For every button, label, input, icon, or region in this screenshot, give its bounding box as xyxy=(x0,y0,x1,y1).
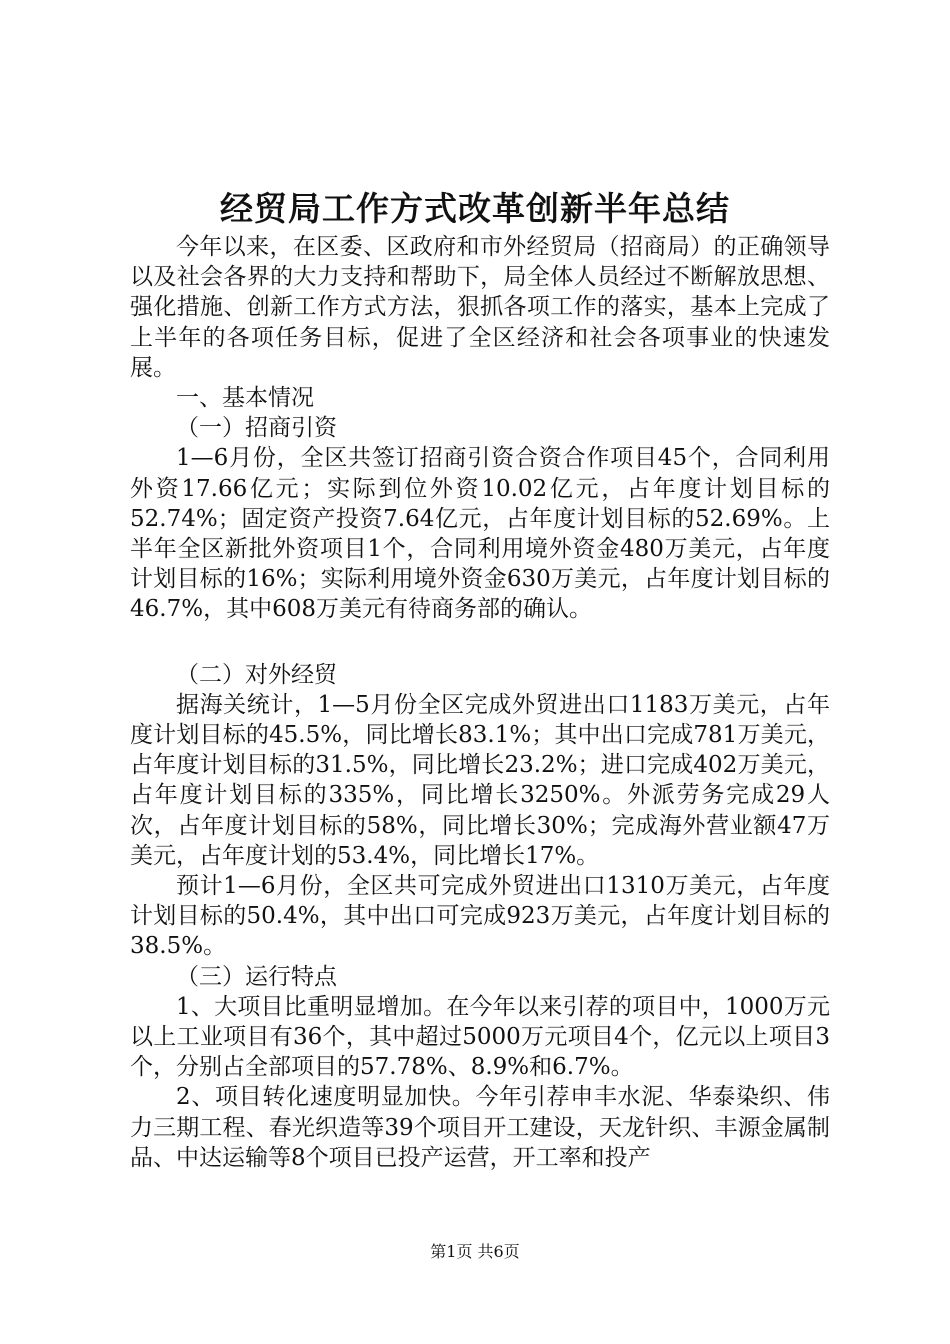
section-heading-basic: 一、基本情况 xyxy=(176,385,314,412)
subheading-investment: （一）招商引资 xyxy=(176,415,337,442)
page-footer: 第1页 共6页 xyxy=(430,1242,520,1261)
feature-paragraph-1: 1、大项目比重明显增加。在今年以来引荐的项目中，1000万元以上工业项目有36个，其中超过5000万元项目4个，亿元以上项目3个，分别占全部项目的57.78%、8.9%和6.7%。 xyxy=(130,993,830,1081)
subheading-features: （三）运行特点 xyxy=(176,963,337,990)
document-body xyxy=(130,232,830,1173)
investment-paragraph: 1—6月份，全区共签订招商引资合资合作项目45个，合同利用外资17.66亿元；实际到位外资10.02亿元，占年度计划目标的52.74%；固定资产投资7.64亿元，占年度计划目标的52.69%。上半年全区新批外资项目1个，合同利用境外资金480万美元，占年度计划目标的16%；实际利用境外资金630万美元，占年度计划目标的46.7%，其中608万美元有待商务部的确认。 xyxy=(130,445,830,623)
paragraph-gap xyxy=(130,625,830,660)
feature-paragraph-2: 2、项目转化速度明显加快。今年引荐申丰水泥、华泰染织、伟力三期工程、春光织造等39个项目开工建设，天龙针织、丰源金属制品、中达运输等8个项目已投产运营，开工率和投产 xyxy=(130,1084,830,1171)
document-title: 经贸局工作方式改革创新半年总结 xyxy=(220,189,730,228)
forecast-paragraph: 预计1—6月份，全区共可完成外贸进出口1310万美元，占年度计划目标的50.4%，其中出口可完成923万美元，占年度计划目标的38.5%。 xyxy=(130,873,830,960)
foreign-trade-paragraph: 据海关统计，1—5月份全区完成外贸进出口1183万美元，占年度计划目标的45.5%，同比增长83.1%；其中出口完成781万美元，占年度计划目标的31.5%，同比增长23.2%；进口完成402万美元，占年度计划目标的335%，同比增长3250%。外派劳务完成29人次，占年度计划目标的58%，同比增长30%；完成海外营业额47万美元，占年度计划的53.4%，同比增长17%。 xyxy=(130,691,830,869)
intro-paragraph: 今年以来，在区委、区政府和市外经贸局（招商局）的正确领导以及社会各界的大力支持和帮助下，局全体人员经过不断解放思想、强化措施、创新工作方式方法，狠抓各项工作的落实，基本上完成了上半年的各项任务目标，促进了全区经济和社会各项事业的快速发展。 xyxy=(130,234,830,381)
subheading-foreign-trade: （二）对外经贸 xyxy=(176,661,337,688)
